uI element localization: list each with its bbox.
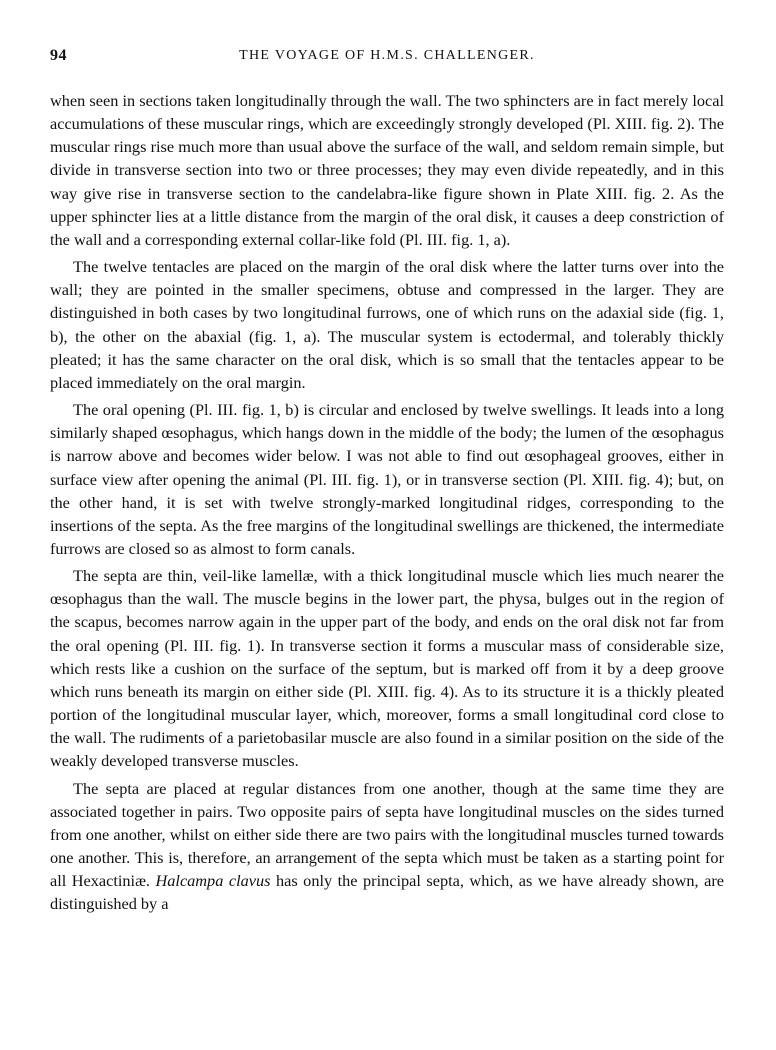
paragraph-septa-arrangement-text: The septa are placed at regular distances from one another, though at the same time they are associated together in pairs. Two opposite pairs of septa have longitudinal muscles on the sides turned from one another, whilst on either side there are two pairs with the longitudinal muscles turned towards one another. This is, therefore, an arrangement of the septa which must be taken as a starting point for all Hexactiniæ.	[50, 778, 724, 891]
paragraph-septa-arrangement	[50, 777, 724, 916]
running-head	[50, 44, 724, 68]
text-body	[50, 89, 724, 915]
document-page	[50, 44, 724, 915]
species-name: Halcampa clavus	[155, 871, 271, 891]
page-number: 94	[50, 47, 67, 64]
paragraph-septa-arrangement-continuation: has only the principal septa, which, as we have already shown, are distinguished by a	[50, 871, 724, 914]
paragraph-sphincters: when seen in sections taken longitudinally through the wall. The two sphincters are in fact merely local accumulations of these muscular rings, which are exceedingly strongly developed (Pl. XIII. fig. 2). The muscular rings rise much more than usual above the surface of the wall, and seldom remain simple, but divide in transverse section into two or three processes; they may even divide repeatedly, and in this way give rise in transverse section to the candelabra-like figure shown in Plate XIII. fig. 2. As the upper sphincter lies at a little distance from the margin of the oral disk, it causes a deep constriction of the wall and a corresponding external collar-like fold (Pl. III. fig. 1, a).	[50, 91, 724, 249]
paragraph-oral-opening: The oral opening (Pl. III. fig. 1, b) is circular and enclosed by twelve swellings. It leads into a long similarly shaped œsophagus, which hangs down in the middle of the body; the lumen of the œsophagus is narrow above and becomes wider below. I was not able to find out œsophageal grooves, either in surface view after opening the animal (Pl. III. fig. 1), or in transverse section (Pl. XIII. fig. 4); but, on the other hand, it is set with twelve strongly-marked longitudinal ridges, corresponding to the insertions of the septa. As the free margins of the longitudinal swellings are thickened, the intermediate furrows are closed so as almost to form canals.	[50, 400, 724, 558]
running-title: THE VOYAGE OF H.M.S. CHALLENGER.	[239, 48, 535, 63]
paragraph-tentacles: The twelve tentacles are placed on the margin of the oral disk where the latter turns over into the wall; they are pointed in the smaller specimens, obtuse and compressed in the larger. They are distinguished in both cases by two longitudinal furrows, one of which runs on the adaxial side (fig. 1, b), the other on the abaxial (fig. 1, a). The muscular system is ectodermal, and tolerably thickly pleated; it has the same character on the oral disk, which is so small that the tentacles appear to be placed immediately on the oral margin.	[50, 257, 724, 392]
paragraph-septa-structure: The septa are thin, veil-like lamellæ, with a thick longitudinal muscle which lies much nearer the œsophagus than the wall. The muscle begins in the lower part, the physa, bulges out in the region of the scapus, becomes narrow again in the upper part of the body, and ends on the oral disk not far from the oral opening (Pl. III. fig. 1). In transverse section it forms a muscular mass of considerable size, which rests like a cushion on the surface of the septum, but is marked off from it by a deep groove which runs beneath its margin on either side (Pl. XIII. fig. 4). As to its structure it is a thickly pleated portion of the longitudinal muscular layer, which, moreover, forms a small longitudinal cord close to the wall. The rudiments of a parietobasilar muscle are also found in a similar position on the side of the weakly developed transverse muscles.	[50, 566, 724, 771]
